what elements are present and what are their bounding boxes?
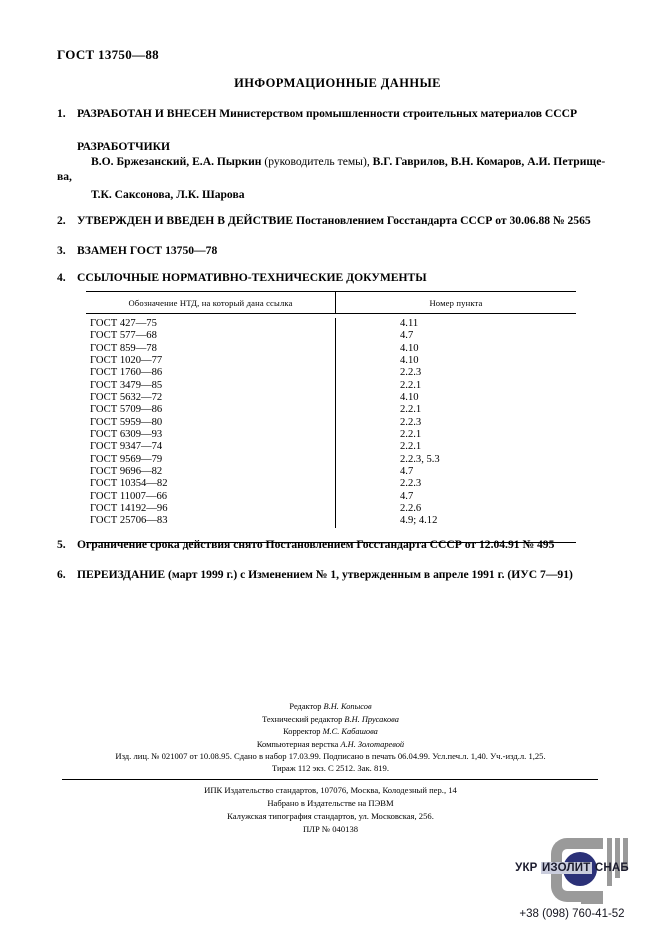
section-2-number: 2. xyxy=(57,214,66,227)
table-header-item: Номер пункта xyxy=(429,298,483,308)
imprint-block xyxy=(0,750,661,775)
table-row-document: ГОСТ 5959—80 xyxy=(90,416,163,428)
watermark-brand-text xyxy=(497,862,647,874)
section-6-number: 6. xyxy=(57,568,66,581)
table-row-item: 4.11 xyxy=(400,318,419,329)
publisher-line-3: Калужская типография стандартов, ул. Московская, 256. xyxy=(227,811,434,822)
table-header-row xyxy=(86,292,576,314)
section-3 xyxy=(57,243,457,259)
table-column-documents xyxy=(86,318,336,528)
watermark-phone: +38 (098) 760-41-52 xyxy=(519,908,625,920)
watermark-text-left: УКР xyxy=(515,862,541,874)
table-row-document: ГОСТ 9569—79 xyxy=(90,453,163,465)
section-4-number: 4. xyxy=(57,271,66,284)
colophon-name: М.С. Кабашова xyxy=(322,727,378,737)
table-header-document: Обозначение НТД, на который дана ссылка xyxy=(86,292,336,313)
table-row-item: 4.9; 4.12 xyxy=(400,515,438,527)
table-row-item: 2.2.3, 5.3 xyxy=(400,453,440,465)
table-row-item: 4.7 xyxy=(400,465,414,477)
colophon-name: А.Н. Золотаревой xyxy=(340,739,405,749)
imprint-line-2: Тираж 112 экз. С 2512. Зак. 819. xyxy=(272,763,389,774)
logo-c-bottom-bar xyxy=(581,893,603,904)
table-row-item: 4.10 xyxy=(400,342,419,354)
colophon-line xyxy=(0,726,661,739)
section-4 xyxy=(57,270,517,286)
developers-hyphen-continuation: ва, xyxy=(57,170,72,184)
colophon-name: В.Н. Прусакова xyxy=(344,714,399,724)
publisher-line-1: ИПК Издательство стандартов, 107076, Москва, Колодезный пер., 14 xyxy=(204,785,457,795)
table-row-item: 2.2.3 xyxy=(400,478,422,490)
section-1-line-2: РАЗРАБОТЧИКИ xyxy=(77,139,171,153)
section-1-body xyxy=(77,106,617,154)
table-row-item: 2.2.3 xyxy=(400,416,422,428)
developers-row-1 xyxy=(91,154,622,169)
section-6-text: ПЕРЕИЗДАНИЕ (март 1999 г.) с Изменением № 1, утвержденным в апреле 1991 г. (ИУС 7—91) xyxy=(77,568,573,581)
table-row-item: 4.10 xyxy=(400,354,419,366)
developers-row-2: Т.К. Саксонова, Л.К. Шарова xyxy=(91,187,245,201)
table-column-items xyxy=(336,318,576,528)
table-row-item: 2.2.1 xyxy=(400,379,422,391)
logo-c-top-bar xyxy=(581,838,603,849)
section-2 xyxy=(57,213,617,229)
section-4-text: ССЫЛОЧНЫЕ НОРМАТИВНО-ТЕХНИЧЕСКИЕ ДОКУМЕНТЫ xyxy=(77,271,427,284)
reference-documents-table xyxy=(86,291,576,543)
table-row-document: ГОСТ 10354—82 xyxy=(90,478,168,490)
table-row-document: ГОСТ 9347—74 xyxy=(90,441,163,453)
developers-names-b: В.Г. Гаврилов, В.Н. Комаров, А.И. Петрище- xyxy=(372,155,606,168)
developers-role-note: (руководитель темы), xyxy=(261,155,373,168)
watermark-text-mid: ИЗОЛИТ xyxy=(541,862,591,874)
table-row-item: 2.2.1 xyxy=(400,428,422,440)
section-1-line-1: РАЗРАБОТАН И ВНЕСЕН Министерством промышленности строительных материалов СССР xyxy=(77,107,578,120)
table-row-item: 2.2.6 xyxy=(400,502,422,514)
table-row-document: ГОСТ 11007—66 xyxy=(90,490,168,502)
table-row-document: ГОСТ 427—75 xyxy=(90,318,157,329)
section-5 xyxy=(57,537,627,553)
watermark-logo xyxy=(497,838,647,934)
table-row-item: 4.10 xyxy=(400,391,419,403)
table-row-item: 4.7 xyxy=(400,330,414,342)
imprint-divider xyxy=(62,779,598,780)
table-row-item: 2.2.1 xyxy=(400,404,422,416)
section-1-number: 1. xyxy=(57,107,66,120)
colophon xyxy=(0,701,661,751)
table-row-document: ГОСТ 1760—86 xyxy=(90,367,163,379)
section-5-number: 5. xyxy=(57,538,66,551)
developers-names-a: В.О. Бржезанский, Е.А. Пыркин xyxy=(91,155,262,168)
table-body xyxy=(86,314,576,542)
colophon-name: В.Н. Копысов xyxy=(323,702,372,711)
table-row-document: ГОСТ 5632—72 xyxy=(90,391,163,403)
section-6 xyxy=(57,567,637,583)
colophon-line xyxy=(0,701,661,714)
imprint-line-1: Изд. лиц. № 021007 от 10.08.95. Сдано в набор 17.03.99. Подписано в печать 06.04.99. Усл.печ.л. 1,40. Уч.-изд.л. 1,25. xyxy=(115,751,546,761)
developers-list xyxy=(57,154,622,202)
table-row-document: ГОСТ 25706—83 xyxy=(90,515,168,527)
watermark-text-right: СНАБ xyxy=(591,862,629,874)
gost-code: ГОСТ 13750—88 xyxy=(57,47,159,62)
table-row-document: ГОСТ 6309—93 xyxy=(90,428,163,440)
colophon-role: Технический редактор xyxy=(262,714,345,724)
colophon-line xyxy=(0,714,661,727)
publisher-line-2: Набрано в Издательстве на ПЭВМ xyxy=(267,798,394,809)
section-3-text: ВЗАМЕН ГОСТ 13750—78 xyxy=(77,244,218,257)
page-title: ИНФОРМАЦИОННЫЕ ДАННЫЕ xyxy=(234,76,441,90)
table-row-document: ГОСТ 577—68 xyxy=(90,330,157,342)
table-row-document: ГОСТ 14192—96 xyxy=(90,502,168,514)
table-row-document: ГОСТ 859—78 xyxy=(90,342,157,354)
table-row-item: 4.7 xyxy=(400,490,414,502)
section-2-text: УТВЕРЖДЕН И ВВЕДЕН В ДЕЙСТВИЕ Постановлением Госстандарта СССР от 30.06.88 № 2565 xyxy=(77,214,591,227)
table-row-document: ГОСТ 9696—82 xyxy=(90,465,163,477)
table-row-document: ГОСТ 5709—86 xyxy=(90,404,163,416)
colophon-role: Корректор xyxy=(283,727,323,737)
table-row-document: ГОСТ 1020—77 xyxy=(90,354,163,366)
publisher-block xyxy=(0,784,661,836)
table-row-item: 2.2.1 xyxy=(400,441,422,453)
section-3-number: 3. xyxy=(57,244,66,257)
table-row-item: 2.2.3 xyxy=(400,367,422,379)
section-5-text: Ограничение срока действия снято Постановлением Госстандарта СССР от 12.04.91 № 495 xyxy=(77,538,555,551)
publisher-line-4: ПЛР № 040138 xyxy=(302,824,359,835)
table-row-document: ГОСТ 3479—85 xyxy=(90,379,163,391)
colophon-role: Компьютерная верстка xyxy=(256,739,341,749)
colophon-role: Редактор xyxy=(289,702,324,711)
section-1 xyxy=(57,106,617,154)
